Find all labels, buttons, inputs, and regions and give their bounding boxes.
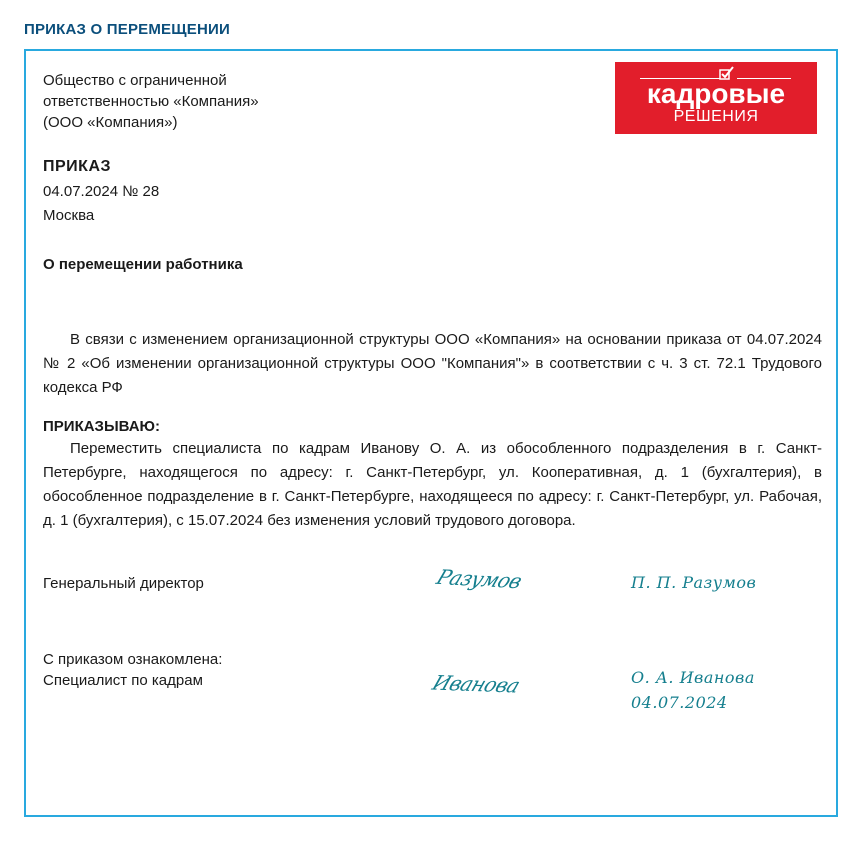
document-date-number: 04.07.2024 № 28 (43, 183, 160, 200)
employee-name: О. А. Иванова (631, 668, 755, 687)
kadrovye-resheniya-logo (615, 62, 817, 134)
organization-name: Общество с ограниченной ответственностью «Компания» (ООО «Компания») (43, 72, 259, 131)
employee-signature: Иванова (429, 670, 524, 698)
acknowledgement-label: С приказом ознакомлена: (43, 651, 223, 668)
employee-position: Специалист по кадрам (43, 672, 203, 689)
order-paragraph: Переместить специалиста по кадрам Иванову О. А. из обособленного подразделения в г. Санкт-Петербурге, находящегося по адресу: г. Санкт-Петербург, ул. Кооперативная, д. 1 (бухгалтерия), в обособленное подразделение в г. Санкт-Петербурге, находящееся по адресу: г. Санкт-Петербург, ул. Рабочая, д. 1 (бухгалтерия), с 15.07.2024 без изменения условий трудового договора. (43, 440, 822, 529)
director-signature: Разумов (433, 564, 526, 594)
basis-paragraph: В связи с изменением организационной структуры ООО «Компания» на основании приказа от 04.07.2024 № 2 «Об изменении организационной структуры ООО "Компания"» в соответствии с ч. 3 ст. 72.1 Трудового кодекса РФ (43, 331, 822, 396)
document-subject: О перемещении работника (43, 256, 243, 273)
document-type: ПРИКАЗ (43, 158, 112, 175)
director-name: П. П. Разумов (631, 573, 757, 592)
director-position: Генеральный директор (43, 575, 204, 592)
employee-acknowledgement-date: 04.07.2024 (631, 693, 728, 712)
logo-word-kadrovye: кадровые (646, 78, 786, 109)
document-city: Москва (43, 207, 95, 224)
logo-word-resheniya: РЕШЕНИЯ (673, 108, 759, 125)
page-title: ПРИКАЗ О ПЕРЕМЕЩЕНИИ (24, 21, 230, 38)
order-heading: ПРИКАЗЫВАЮ: (43, 418, 161, 435)
